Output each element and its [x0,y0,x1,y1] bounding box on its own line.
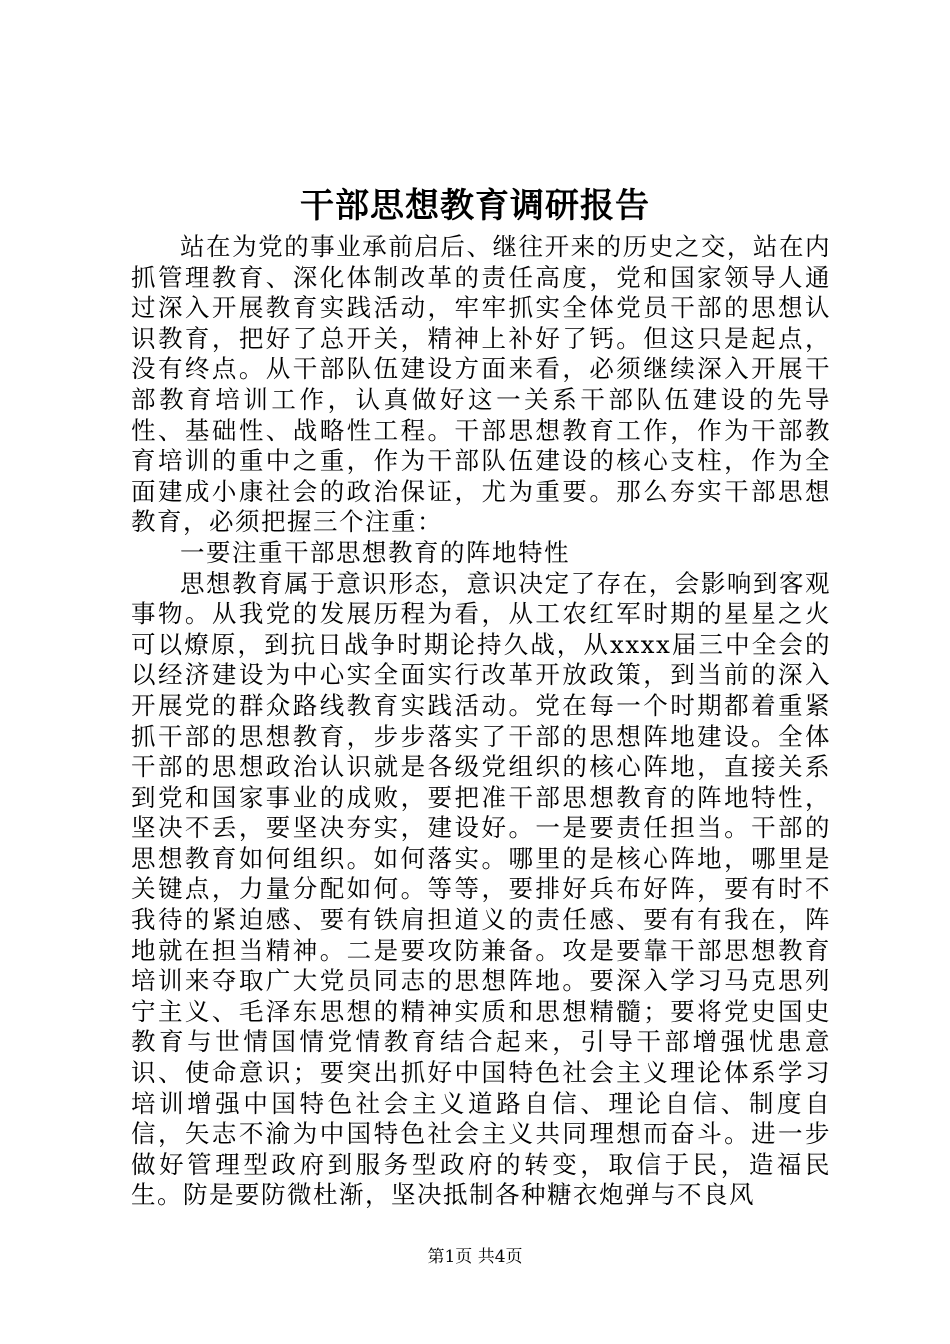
paragraph-heading-1: 一要注重干部思想教育的阵地特性 [180,537,570,567]
paragraph-section-1: 思想教育属于意识形态，意识决定了存在，会影响到客观事物。从我党的发展历程为看，从工农红军时期的星星之火可以燎原，到抗日战争时期论持久战，从xxxx届三中全会的以经济建设为中心实全面实行改革开放政策，到当前的深入开展党的群众路线教育实践活动。党在每一个时期都着重紧抓干部的思想教育，步步落实了干部的思想阵地建设。全体干部的思想政治认识就是各级党组织的核心阵地，直接关系到党和国家事业的成败，要把准干部思想教育的阵地特性，坚决不丢，要坚决夯实，建设好。一是要责任担当。干部的思想教育如何组织。如何落实。哪里的是核心阵地，哪里是关键点，力量分配如何。等等，要排好兵布好阵，要有时不我待的紧迫感、要有铁肩担道义的责任感、要有有我在，阵地就在担当精神。二是要攻防兼备。攻是要靠干部思想教育培训来夺取广大党员同志的思想阵地。要深入学习马克思列宁主义、毛泽东思想的精神实质和思想精髓；要将党史国史教育与世情国情党情教育结合起来，引导干部增强忧患意识、使命意识；要突出抓好中国特色社会主义理论体系学习培训增强中国特色社会主义道路自信、理论自信、制度自信，矢志不渝为中国特色社会主义共同理想而奋斗。进一步做好管理型政府到服务型政府的转变，取信于民，造福民生。防是要防微杜渐，坚决抵制各种糖衣炮弹与不良风 [131,568,831,1210]
paragraph-intro: 站在为党的事业承前启后、继往开来的历史之交，站在内抓管理教育、深化体制改革的责任高度，党和国家领导人通过深入开展教育实践活动，牢牢抓实全体党员干部的思想认识教育，把好了总开关，精神上补好了钙。但这只是起点，没有终点。从干部队伍建设方面来看，必须继续深入开展干部教育培训工作，认真做好这一关系干部队伍建设的先导性、基础性、战略性工程。干部思想教育工作，作为干部教育培训的重中之重，作为干部队伍建设的核心支柱，作为全面建成小康社会的政治保证，尤为重要。那么夯实干部思想教育，必须把握三个注重： [131,232,831,537]
document-title: 干部思想教育调研报告 [300,186,650,226]
document-body [131,232,831,1211]
page-footer: 第1页 共4页 [427,1247,523,1267]
